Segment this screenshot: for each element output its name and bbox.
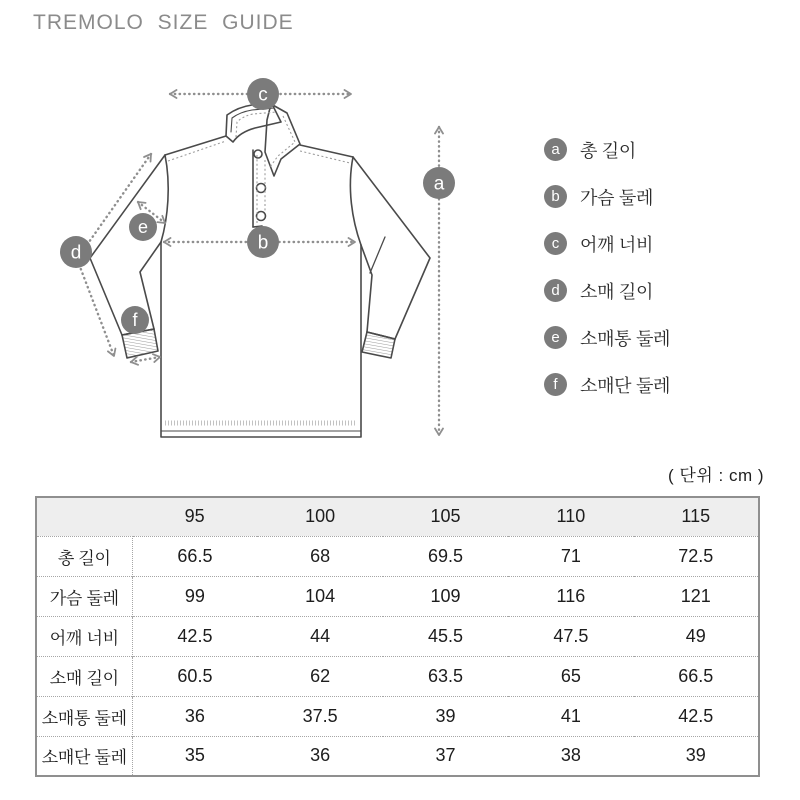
measurement-arrows [77, 94, 439, 435]
table-cell: 42.5 [634, 696, 759, 736]
legend-item-a [544, 126, 670, 173]
table-cell: 66.5 [132, 536, 257, 576]
table-cell: 116 [508, 576, 633, 616]
legend-circle-b: b [544, 185, 567, 208]
size-column-header: 110 [556, 506, 586, 527]
table-row-shoulder [36, 616, 759, 656]
legend-label-c: 어깨 너비 [580, 234, 654, 255]
collar-flap [265, 104, 300, 176]
table-cell: 35 [132, 736, 257, 776]
row-label: 소매통 둘레 [36, 696, 132, 736]
table-cell: 62 [257, 656, 382, 696]
table-cell: 69.5 [383, 536, 508, 576]
measurement-legend [544, 126, 670, 408]
size-column-header: 115 [681, 506, 711, 527]
right-sleeve-inner [361, 245, 372, 332]
marker-a-letter: a [433, 173, 445, 195]
arrow-f-cuff-width [131, 357, 160, 362]
table-cell: 63.5 [383, 656, 508, 696]
legend-circle-d: d [544, 279, 567, 302]
table-cell: 41 [508, 696, 633, 736]
size-column-header: 100 [305, 506, 336, 527]
table-cell: 42.5 [132, 616, 257, 656]
left-armhole [161, 155, 168, 242]
table-row-sleeve-length [36, 656, 759, 696]
legend-circle-a: a [544, 138, 567, 161]
table-cell: 109 [383, 576, 508, 616]
legend-item-d [544, 267, 670, 314]
size-table-corner-cell [36, 497, 132, 536]
table-cell: 71 [508, 536, 633, 576]
legend-label-d: 소매 길이 [580, 281, 654, 302]
legend-item-f [544, 361, 670, 408]
legend-circle-c: c [544, 232, 567, 255]
table-cell: 66.5 [634, 656, 759, 696]
marker-c-letter: c [258, 84, 268, 106]
left-sleeve-outer [90, 155, 165, 335]
marker-e-letter: e [137, 217, 149, 237]
table-cell: 37.5 [257, 696, 382, 736]
row-label: 소매단 둘레 [36, 736, 132, 776]
row-label: 가슴 둘레 [36, 576, 132, 616]
table-cell: 72.5 [634, 536, 759, 576]
table-cell: 104 [257, 576, 382, 616]
right-cuff [362, 332, 395, 358]
shirt-measurement-diagram [0, 60, 520, 470]
table-cell: 39 [383, 696, 508, 736]
size-column-header: 105 [430, 506, 461, 527]
legend-label-f: 소매단 둘레 [580, 375, 671, 396]
table-cell: 121 [634, 576, 759, 616]
page-title: TREMOLO SIZE GUIDE [33, 11, 294, 34]
table-cell: 37 [383, 736, 508, 776]
right-armhole [350, 157, 361, 245]
table-cell: 49 [634, 616, 759, 656]
shirt-outline [90, 104, 430, 437]
placket-button-2 [257, 212, 266, 221]
table-cell: 39 [634, 736, 759, 776]
legend-item-e [544, 314, 670, 361]
legend-label-e: 소매통 둘레 [580, 328, 671, 349]
marker-b-letter: b [257, 232, 269, 254]
right-shoulder-stitch [300, 151, 350, 163]
row-label: 소매 길이 [36, 656, 132, 696]
right-shoulder-seam [300, 145, 353, 157]
size-table-header-row [36, 497, 759, 536]
unit-label: ( 단위 : cm ) [668, 466, 764, 485]
table-row-sleeve-width [36, 696, 759, 736]
table-cell: 68 [257, 536, 382, 576]
legend-circle-e: e [544, 326, 567, 349]
table-row-chest [36, 576, 759, 616]
left-cuff [122, 329, 158, 358]
legend-label-b: 가슴 둘레 [580, 187, 654, 208]
table-cell: 65 [508, 656, 633, 696]
size-column-header: 95 [184, 506, 205, 527]
legend-item-c [544, 220, 670, 267]
table-cell: 36 [257, 736, 382, 776]
left-shoulder-seam [165, 136, 226, 155]
table-row-cuff-width [36, 736, 759, 776]
shirt-line-art [0, 60, 520, 470]
marker-d-letter: d [70, 242, 82, 264]
row-label: 어깨 너비 [36, 616, 132, 656]
placket-button-1 [257, 184, 266, 193]
shirt-body [161, 242, 361, 437]
size-table [35, 496, 760, 777]
table-cell: 47.5 [508, 616, 633, 656]
row-label: 총 길이 [36, 536, 132, 576]
table-cell: 36 [132, 696, 257, 736]
legend-circle-f: f [544, 373, 567, 396]
table-row-total-length [36, 536, 759, 576]
table-cell: 99 [132, 576, 257, 616]
legend-item-b [544, 173, 670, 220]
marker-f-letter: f [132, 310, 138, 330]
marker-circles [60, 78, 455, 334]
right-sleeve-outer [353, 157, 430, 339]
right-sleeve-crease [370, 237, 385, 273]
legend-label-a: 총 길이 [580, 140, 636, 161]
table-cell: 45.5 [383, 616, 508, 656]
table-cell: 44 [257, 616, 382, 656]
table-cell: 60.5 [132, 656, 257, 696]
collar-button [254, 150, 262, 158]
table-cell: 38 [508, 736, 633, 776]
